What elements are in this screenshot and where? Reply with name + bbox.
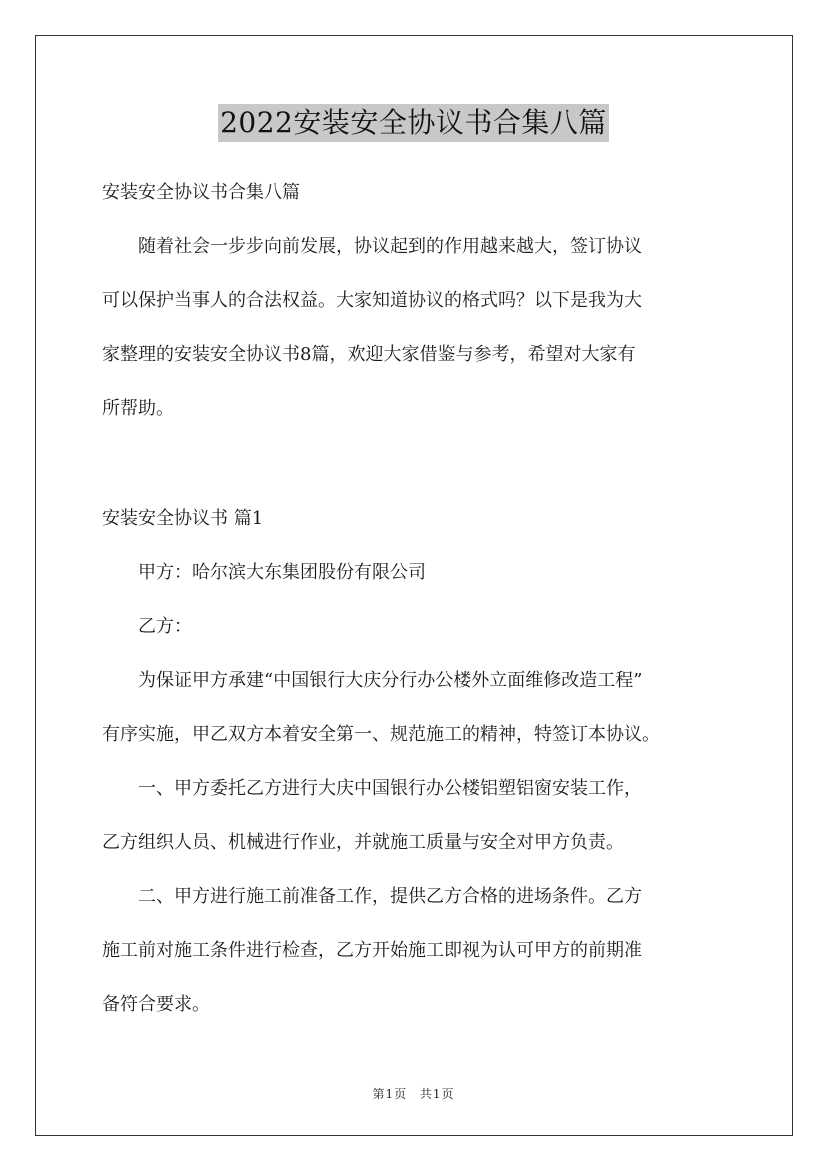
paragraph-line: 乙方组织人员、机械进行作业，并就施工质量与安全对甲方负责。: [102, 832, 624, 853]
page-footer: [0, 1085, 827, 1102]
paragraph-line: 为保证甲方承建“中国银行大庆分行办公楼外立面维修改造工程”: [102, 670, 643, 691]
party-b-line: 乙方：: [102, 616, 192, 637]
title-container: [0, 104, 827, 142]
paragraph-line: 家整理的安装安全协议书8篇，欢迎大家借鉴与参考，希望对大家有: [102, 344, 636, 365]
document-title: 2022安装安全协议书合集八篇: [218, 104, 609, 142]
page-number-total: 共1页: [419, 1087, 455, 1101]
doc-subtitle: 安装安全协议书合集八篇: [102, 182, 300, 203]
paragraph-line: 备符合要求。: [102, 994, 210, 1015]
section-heading: 安装安全协议书 篇1: [102, 508, 264, 529]
paragraph-line: 所帮助。: [102, 398, 174, 419]
party-a-line: 甲方：哈尔滨大东集团股份有限公司: [102, 562, 426, 583]
page-number-current: 第1页: [372, 1087, 408, 1101]
paragraph-line: 有序实施，甲乙双方本着安全第一、规范施工的精神，特签订本协议。: [102, 724, 660, 745]
paragraph-line: 可以保护当事人的合法权益。大家知道协议的格式吗？以下是我为大: [102, 290, 642, 311]
paragraph-line: 二、甲方进行施工前准备工作，提供乙方合格的进场条件。乙方: [102, 886, 642, 907]
paragraph-line: 随着社会一步步向前发展，协议起到的作用越来越大，签订协议: [102, 236, 642, 257]
paragraph-line: 施工前对施工条件进行检查，乙方开始施工即视为认可甲方的前期准: [102, 940, 642, 961]
paragraph-line: 一、甲方委托乙方进行大庆中国银行办公楼铝塑铝窗安装工作，: [102, 778, 642, 799]
